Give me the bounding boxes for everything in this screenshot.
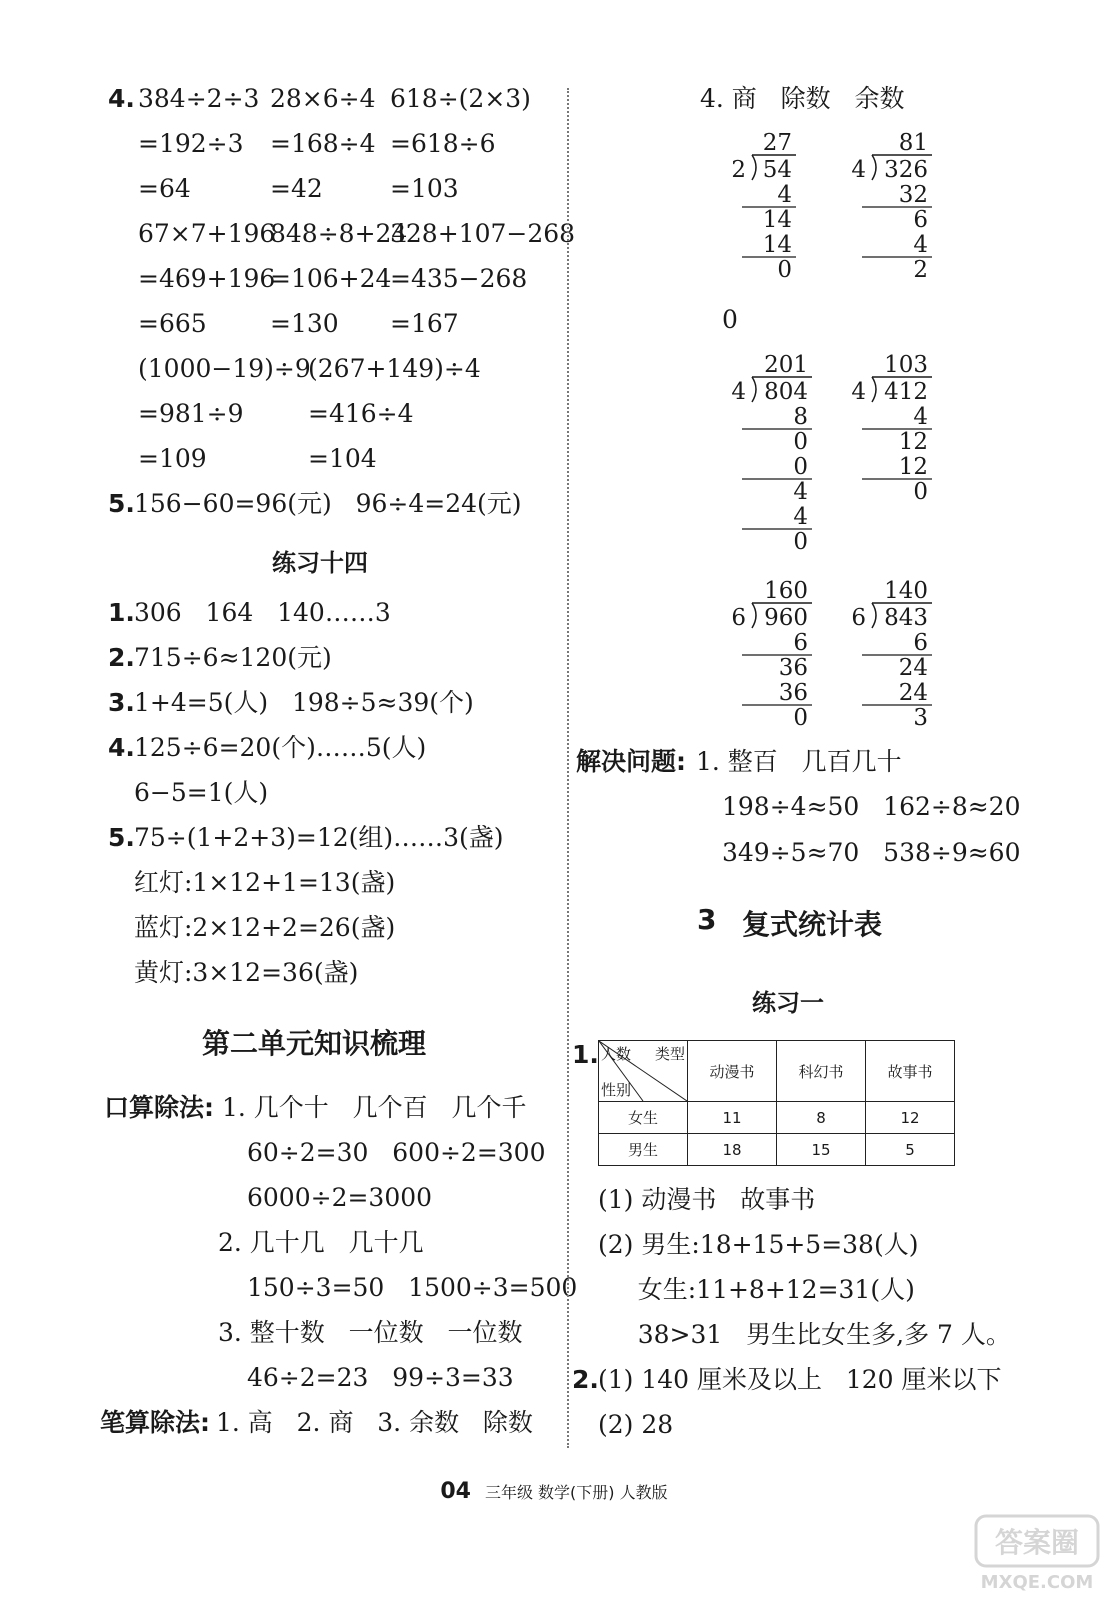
division-step: 0 bbox=[793, 529, 808, 555]
table-cell: 8 bbox=[777, 1102, 866, 1134]
division-step: 12 bbox=[898, 454, 928, 480]
division-step: 14 bbox=[762, 232, 792, 258]
division-step: 8 bbox=[793, 404, 808, 430]
answer-text: (2) 男生:18+15+5=38(人) bbox=[598, 1230, 919, 1259]
oral-line: 150÷3=50 1500÷3=500 bbox=[247, 1273, 578, 1302]
division-bracket bbox=[872, 155, 876, 180]
division-step: 4 bbox=[913, 232, 928, 258]
oral-line: 1. 几个十 几个百 几个千 bbox=[222, 1093, 527, 1122]
division-step: 4 bbox=[777, 182, 792, 208]
division-bracket bbox=[752, 155, 756, 180]
division-step: 6 bbox=[913, 207, 928, 233]
expr: =130 bbox=[270, 309, 339, 338]
answer-text: 38>31 男生比女生多,多 7 人。 bbox=[598, 1320, 1011, 1349]
q4-heading: 4. 商 除数 余数 bbox=[700, 84, 905, 113]
expr: =416÷4 bbox=[308, 399, 414, 428]
division-step: 3 bbox=[913, 705, 928, 731]
quotient: 140 bbox=[884, 578, 928, 604]
expr: 67×7+196 bbox=[138, 219, 276, 248]
table-row bbox=[599, 1102, 955, 1134]
section-title: 复式统计表 bbox=[742, 908, 883, 941]
expr: =167 bbox=[390, 309, 459, 338]
answer-number: 5. bbox=[108, 823, 135, 852]
answer-text: 红灯:1×12+1=13(盏) bbox=[134, 868, 396, 897]
expr: 28×6÷4 bbox=[270, 84, 376, 113]
answer-text: 306 164 140……3 bbox=[134, 598, 391, 627]
oral-line: 6000÷2=3000 bbox=[247, 1183, 433, 1212]
quotient: 27 bbox=[762, 130, 792, 156]
division-bracket bbox=[752, 377, 756, 402]
division-step: 0 bbox=[793, 429, 808, 455]
written-division-answer: 1. 高 2. 商 3. 余数 除数 bbox=[216, 1408, 533, 1437]
division-step: 14 bbox=[762, 207, 792, 233]
divisor: 4 bbox=[851, 157, 866, 183]
solve-problems-label: 解决问题: bbox=[576, 747, 686, 776]
answer-number: 4. bbox=[108, 733, 135, 762]
answer-text: 黄灯:3×12=36(盏) bbox=[134, 958, 359, 987]
division-step: 24 bbox=[898, 655, 928, 681]
expr: =64 bbox=[138, 174, 191, 203]
expr: 328+107−268 bbox=[390, 219, 576, 248]
divisor: 6 bbox=[851, 605, 866, 631]
solve-line: 1. 整百 几百几十 bbox=[696, 747, 902, 776]
lone-zero: 0 bbox=[722, 305, 738, 334]
oral-division-label: 口算除法: bbox=[104, 1093, 214, 1122]
division-step: 4 bbox=[793, 504, 808, 530]
expr: 384÷2÷3 bbox=[138, 84, 260, 113]
answer-text: 715÷6≈120(元) bbox=[134, 643, 332, 672]
answer-text: 6−5=1(人) bbox=[134, 778, 269, 807]
expr: =469+196 bbox=[138, 264, 276, 293]
watermark-logo bbox=[972, 1512, 1102, 1594]
corner-label-people: 人数 bbox=[601, 1045, 632, 1063]
expr: =435−268 bbox=[390, 264, 528, 293]
exercise-14-title: 练习十四 bbox=[272, 549, 368, 577]
section-number: 3 bbox=[697, 903, 717, 936]
expr: =109 bbox=[138, 444, 207, 473]
division-step: 36 bbox=[778, 655, 808, 681]
col-header: 故事书 bbox=[866, 1041, 955, 1102]
dividend: 54 bbox=[762, 157, 792, 183]
oral-line: 46÷2=23 99÷3=33 bbox=[247, 1363, 514, 1392]
dividend: 843 bbox=[884, 605, 928, 631]
expr: =106+24 bbox=[270, 264, 392, 293]
answer-text: 女生:11+8+12=31(人) bbox=[598, 1275, 915, 1304]
answer-number: 3. bbox=[108, 688, 135, 717]
answer-text: (2) 28 bbox=[598, 1410, 674, 1439]
division-bracket bbox=[872, 603, 876, 628]
division-step: 32 bbox=[898, 182, 928, 208]
division-step: 4 bbox=[913, 404, 928, 430]
division-step: 6 bbox=[793, 630, 808, 656]
table-question-number: 1. bbox=[572, 1040, 599, 1069]
quotient: 160 bbox=[764, 578, 808, 604]
dividend: 804 bbox=[764, 379, 808, 405]
oral-line: 2. 几十几 几十几 bbox=[218, 1228, 424, 1257]
stats-table bbox=[598, 1040, 955, 1166]
division-step: 36 bbox=[778, 680, 808, 706]
page-footer bbox=[0, 1479, 1108, 1504]
q4-number: 4. bbox=[108, 84, 135, 113]
row-label: 女生 bbox=[599, 1102, 688, 1134]
watermark-url: MXQE.COM bbox=[980, 1572, 1094, 1593]
quotient: 103 bbox=[884, 352, 928, 378]
unit-2-title: 第二单元知识梳理 bbox=[202, 1027, 427, 1060]
q5-answer: 156−60=96(元) 96÷4=24(元) bbox=[134, 489, 522, 518]
answer-number: 1. bbox=[108, 598, 135, 627]
exercise-1-title: 练习一 bbox=[752, 989, 824, 1017]
answer-text: 75÷(1+2+3)=12(组)……3(盏) bbox=[134, 823, 504, 852]
expr: =168÷4 bbox=[270, 129, 376, 158]
division-step: 24 bbox=[898, 680, 928, 706]
expr: =104 bbox=[308, 444, 377, 473]
table-cell: 15 bbox=[777, 1134, 866, 1166]
expr: =42 bbox=[270, 174, 323, 203]
expr: 848÷8+24 bbox=[270, 219, 408, 248]
table-cell: 18 bbox=[688, 1134, 777, 1166]
division-step: 4 bbox=[793, 479, 808, 505]
col-header: 科幻书 bbox=[777, 1041, 866, 1102]
expr: (267+149)÷4 bbox=[308, 354, 481, 383]
answer-text: 1+4=5(人) 198÷5≈39(个) bbox=[134, 688, 474, 717]
division-step: 0 bbox=[793, 454, 808, 480]
answer-text: 蓝灯:2×12+2=26(盏) bbox=[134, 913, 396, 942]
corner-cell bbox=[599, 1041, 688, 1102]
division-step: 12 bbox=[898, 429, 928, 455]
table-cell: 5 bbox=[866, 1134, 955, 1166]
dividend: 412 bbox=[884, 379, 928, 405]
division-step: 2 bbox=[913, 257, 928, 283]
long-division-group bbox=[0, 0, 1108, 760]
expr: 618÷(2×3) bbox=[390, 84, 531, 113]
answer-text: (1) 140 厘米及以上 120 厘米以下 bbox=[598, 1365, 1002, 1394]
divisor: 6 bbox=[731, 605, 746, 631]
footer-text: 三年级 数学(下册) 人教版 bbox=[484, 1483, 668, 1502]
table-header-row bbox=[599, 1041, 955, 1102]
table-cell: 11 bbox=[688, 1102, 777, 1134]
solve-line: 349÷5≈70 538÷9≈60 bbox=[722, 838, 1021, 867]
quotient: 201 bbox=[764, 352, 808, 378]
corner-label-type: 类型 bbox=[654, 1045, 685, 1063]
dividend: 326 bbox=[884, 157, 928, 183]
solve-line: 198÷4≈50 162÷8≈20 bbox=[722, 792, 1021, 821]
division-step: 0 bbox=[913, 479, 928, 505]
expr: =981÷9 bbox=[138, 399, 244, 428]
expr: =618÷6 bbox=[390, 129, 496, 158]
division-step: 6 bbox=[913, 630, 928, 656]
divisor: 2 bbox=[731, 157, 746, 183]
written-division-label: 笔算除法: bbox=[100, 1408, 210, 1437]
q5-number: 5. bbox=[108, 489, 135, 518]
table-row bbox=[599, 1134, 955, 1166]
expr: =192÷3 bbox=[138, 129, 244, 158]
dividend: 960 bbox=[764, 605, 808, 631]
table-cell: 12 bbox=[866, 1102, 955, 1134]
divisor: 4 bbox=[851, 379, 866, 405]
division-bracket bbox=[872, 377, 876, 402]
answer-text: 125÷6=20(个)……5(人) bbox=[134, 733, 427, 762]
watermark-text: 答案圈 bbox=[994, 1526, 1080, 1559]
division-step: 0 bbox=[777, 257, 792, 283]
quotient: 81 bbox=[898, 130, 928, 156]
page-number: 04 bbox=[440, 1479, 471, 1504]
corner-label-gender: 性别 bbox=[601, 1081, 632, 1099]
oral-line: 3. 整十数 一位数 一位数 bbox=[218, 1318, 523, 1347]
answer-number: 2. bbox=[108, 643, 135, 672]
answer-text: (1) 动漫书 故事书 bbox=[598, 1185, 816, 1214]
division-step: 0 bbox=[793, 705, 808, 731]
expr: (1000−19)÷9 bbox=[138, 354, 311, 383]
expr: =103 bbox=[390, 174, 459, 203]
answer-number: 2. bbox=[572, 1365, 599, 1394]
division-bracket bbox=[752, 603, 756, 628]
oral-line: 60÷2=30 600÷2=300 bbox=[247, 1138, 546, 1167]
row-label: 男生 bbox=[599, 1134, 688, 1166]
expr: =665 bbox=[138, 309, 207, 338]
col-header: 动漫书 bbox=[688, 1041, 777, 1102]
divisor: 4 bbox=[731, 379, 746, 405]
